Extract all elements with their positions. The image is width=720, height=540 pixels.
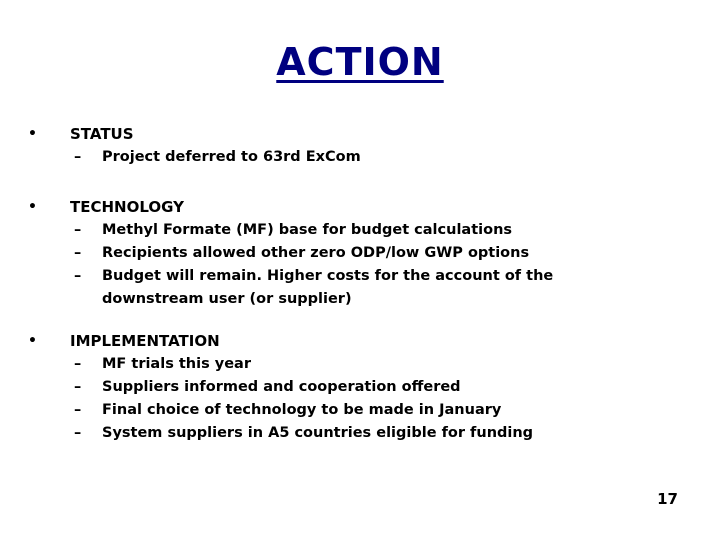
list-item <box>74 146 674 169</box>
slide-title <box>0 40 720 84</box>
section-heading: TECHNOLOGY <box>70 198 184 216</box>
dash-icon: – <box>74 149 82 165</box>
dash-icon: – <box>74 379 82 395</box>
section-items <box>74 146 674 169</box>
item-text: Final choice of technology to be made in January <box>102 402 502 418</box>
list-item <box>74 376 674 399</box>
section-implementation <box>28 330 688 450</box>
section-heading: STATUS <box>70 125 134 143</box>
page-number: 17 <box>657 490 678 508</box>
item-text: MF trials this year <box>102 356 251 372</box>
bullet-icon: • <box>28 199 37 215</box>
bullet-icon: • <box>28 126 37 142</box>
bullet-icon: • <box>28 333 37 349</box>
dash-icon: – <box>74 356 82 372</box>
section-heading: IMPLEMENTATION <box>70 332 220 350</box>
dash-icon: – <box>74 245 82 261</box>
item-text: System suppliers in A5 countries eligible for funding <box>102 425 534 441</box>
list-item <box>74 399 674 422</box>
item-text: Methyl Formate (MF) base for budget calculations <box>102 222 513 238</box>
dash-icon: – <box>74 402 82 418</box>
section-technology <box>28 196 688 311</box>
list-item <box>74 242 674 265</box>
dash-icon: – <box>74 268 82 284</box>
section-items <box>74 353 674 445</box>
item-text: Recipients allowed other zero ODP/low GWP options <box>102 245 530 261</box>
item-text: Budget will remain. Higher costs for the account of the downstream user (or supplier) <box>102 268 554 307</box>
section-items <box>74 219 674 311</box>
list-item <box>74 265 674 311</box>
dash-icon: – <box>74 425 82 441</box>
list-item <box>74 219 674 242</box>
item-text: Suppliers informed and cooperation offered <box>102 379 461 395</box>
slide-title-text: ACTION <box>276 40 444 84</box>
dash-icon: – <box>74 222 82 238</box>
section-status <box>28 123 688 173</box>
list-item <box>74 353 674 376</box>
list-item <box>74 422 674 445</box>
item-text: Project deferred to 63rd ExCom <box>102 149 361 165</box>
